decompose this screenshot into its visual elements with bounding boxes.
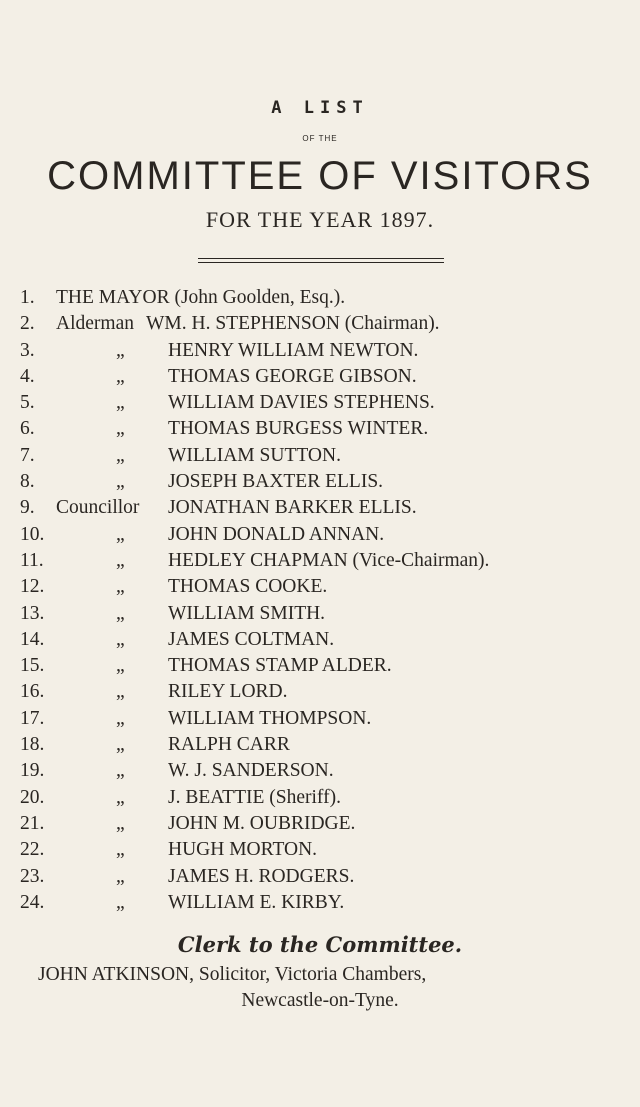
- member-number: 5.: [20, 392, 35, 414]
- member-number: 1.: [20, 287, 35, 308]
- member-number: 18.: [20, 734, 45, 756]
- ditto-mark: „: [116, 576, 125, 598]
- ditto-mark: „: [116, 365, 125, 387]
- member-number: 13.: [20, 602, 45, 624]
- list-item: [0, 364, 640, 390]
- heading-year: FOR THE YEAR 1897.: [205, 207, 435, 232]
- member-name: WILLIAM SMITH.: [168, 602, 326, 624]
- member-number: 16.: [20, 681, 45, 703]
- member-number: 3.: [20, 339, 35, 361]
- member-number: 2.: [20, 313, 35, 335]
- member-name: W. J. SANDERSON.: [168, 760, 334, 782]
- ditto-mark: „: [116, 444, 125, 466]
- member-number: 10.: [20, 523, 45, 545]
- ditto-mark: „: [116, 602, 125, 624]
- list-item: [0, 390, 640, 416]
- clerk-heading: Clerk to the Committee.: [177, 932, 463, 957]
- member-name: THE MAYOR (John Goolden, Esq.).: [56, 287, 346, 308]
- divider-rule-bottom: [198, 262, 444, 263]
- member-name: WILLIAM E. KIRBY.: [168, 891, 345, 913]
- list-item: [0, 338, 640, 364]
- member-number: 19.: [20, 760, 45, 782]
- member-name: WM. H. STEPHENSON (Chairman).: [146, 313, 440, 335]
- ditto-mark: „: [116, 681, 125, 703]
- member-name: THOMAS STAMP ALDER.: [168, 655, 392, 677]
- ditto-mark: „: [116, 891, 125, 913]
- list-item: [0, 311, 640, 337]
- list-item: [0, 785, 640, 811]
- member-number: 8.: [20, 471, 35, 493]
- ditto-mark: „: [116, 549, 125, 571]
- list-item: [0, 837, 640, 863]
- ditto-mark: „: [116, 339, 125, 361]
- member-name: JOHN DONALD ANNAN.: [168, 523, 385, 545]
- list-item: [0, 627, 640, 653]
- ditto-mark: „: [116, 655, 125, 677]
- ditto-mark: „: [116, 392, 125, 414]
- divider-rule-top: [198, 258, 444, 259]
- member-name: JOHN M. OUBRIDGE.: [168, 812, 356, 834]
- heading-of-the: OF THE: [302, 134, 338, 143]
- member-number: 22.: [20, 839, 45, 861]
- heading-a-list: A LIST: [271, 98, 369, 118]
- member-name: WILLIAM THOMPSON.: [168, 707, 372, 729]
- list-item: [0, 285, 640, 311]
- ditto-mark: „: [116, 734, 125, 756]
- member-number: 15.: [20, 655, 45, 677]
- list-item: [0, 679, 640, 705]
- ditto-mark: „: [116, 471, 125, 493]
- page-title: COMMITTEE OF VISITORS: [47, 154, 593, 198]
- member-name: RALPH CARR: [168, 734, 290, 756]
- ditto-mark: „: [116, 628, 125, 650]
- member-number: 23.: [20, 865, 45, 887]
- ditto-mark: „: [116, 865, 125, 887]
- member-name: THOMAS GEORGE GIBSON.: [168, 365, 417, 387]
- list-item: [0, 495, 640, 521]
- ditto-mark: „: [116, 707, 125, 729]
- list-item: [0, 653, 640, 679]
- member-name: HUGH MORTON.: [168, 839, 318, 861]
- member-number: 7.: [20, 444, 35, 466]
- list-item: [0, 890, 640, 916]
- member-list: [0, 285, 640, 916]
- list-item: [0, 416, 640, 442]
- member-name: JOSEPH BAXTER ELLIS.: [168, 471, 384, 493]
- member-number: 14.: [20, 628, 45, 650]
- clerk-address-line: Newcastle-on-Tyne.: [241, 990, 399, 1011]
- ditto-mark: „: [116, 418, 125, 440]
- ditto-mark: „: [116, 760, 125, 782]
- member-name: J. BEATTIE (Sheriff).: [168, 786, 341, 808]
- member-name: HENRY WILLIAM NEWTON.: [168, 339, 419, 361]
- member-number: 17.: [20, 707, 45, 729]
- list-item: [0, 574, 640, 600]
- member-name: RILEY LORD.: [168, 681, 288, 703]
- member-number: 12.: [20, 576, 45, 598]
- member-name: THOMAS COOKE.: [168, 576, 328, 598]
- member-number: 21.: [20, 812, 45, 834]
- list-item: [0, 548, 640, 574]
- list-item: [0, 864, 640, 890]
- ditto-mark: „: [116, 523, 125, 545]
- member-title: Councillor: [56, 497, 140, 519]
- member-name: WILLIAM SUTTON.: [168, 444, 341, 466]
- list-item: [0, 522, 640, 548]
- member-name: WILLIAM DAVIES STEPHENS.: [168, 392, 435, 414]
- member-number: 9.: [20, 497, 35, 519]
- member-name: HEDLEY CHAPMAN (Vice-Chairman).: [168, 549, 490, 571]
- list-item: [0, 601, 640, 627]
- list-item: [0, 732, 640, 758]
- member-name: JONATHAN BARKER ELLIS.: [168, 497, 417, 519]
- ditto-mark: „: [116, 812, 125, 834]
- member-number: 20.: [20, 786, 45, 808]
- list-item: [0, 469, 640, 495]
- list-item: [0, 443, 640, 469]
- member-name: JAMES H. RODGERS.: [168, 865, 355, 887]
- member-number: 4.: [20, 365, 35, 387]
- list-item: [0, 811, 640, 837]
- member-name: JAMES COLTMAN.: [168, 628, 335, 650]
- member-number: 24.: [20, 891, 45, 913]
- clerk-name-line: JOHN ATKINSON, Solicitor, Victoria Chambers,: [38, 964, 427, 985]
- list-item: [0, 706, 640, 732]
- member-number: 6.: [20, 418, 35, 440]
- list-item: [0, 758, 640, 784]
- member-name: THOMAS BURGESS WINTER.: [168, 418, 429, 440]
- member-title: Alderman: [56, 313, 134, 335]
- ditto-mark: „: [116, 839, 125, 861]
- member-number: 11.: [20, 549, 44, 571]
- ditto-mark: „: [116, 786, 125, 808]
